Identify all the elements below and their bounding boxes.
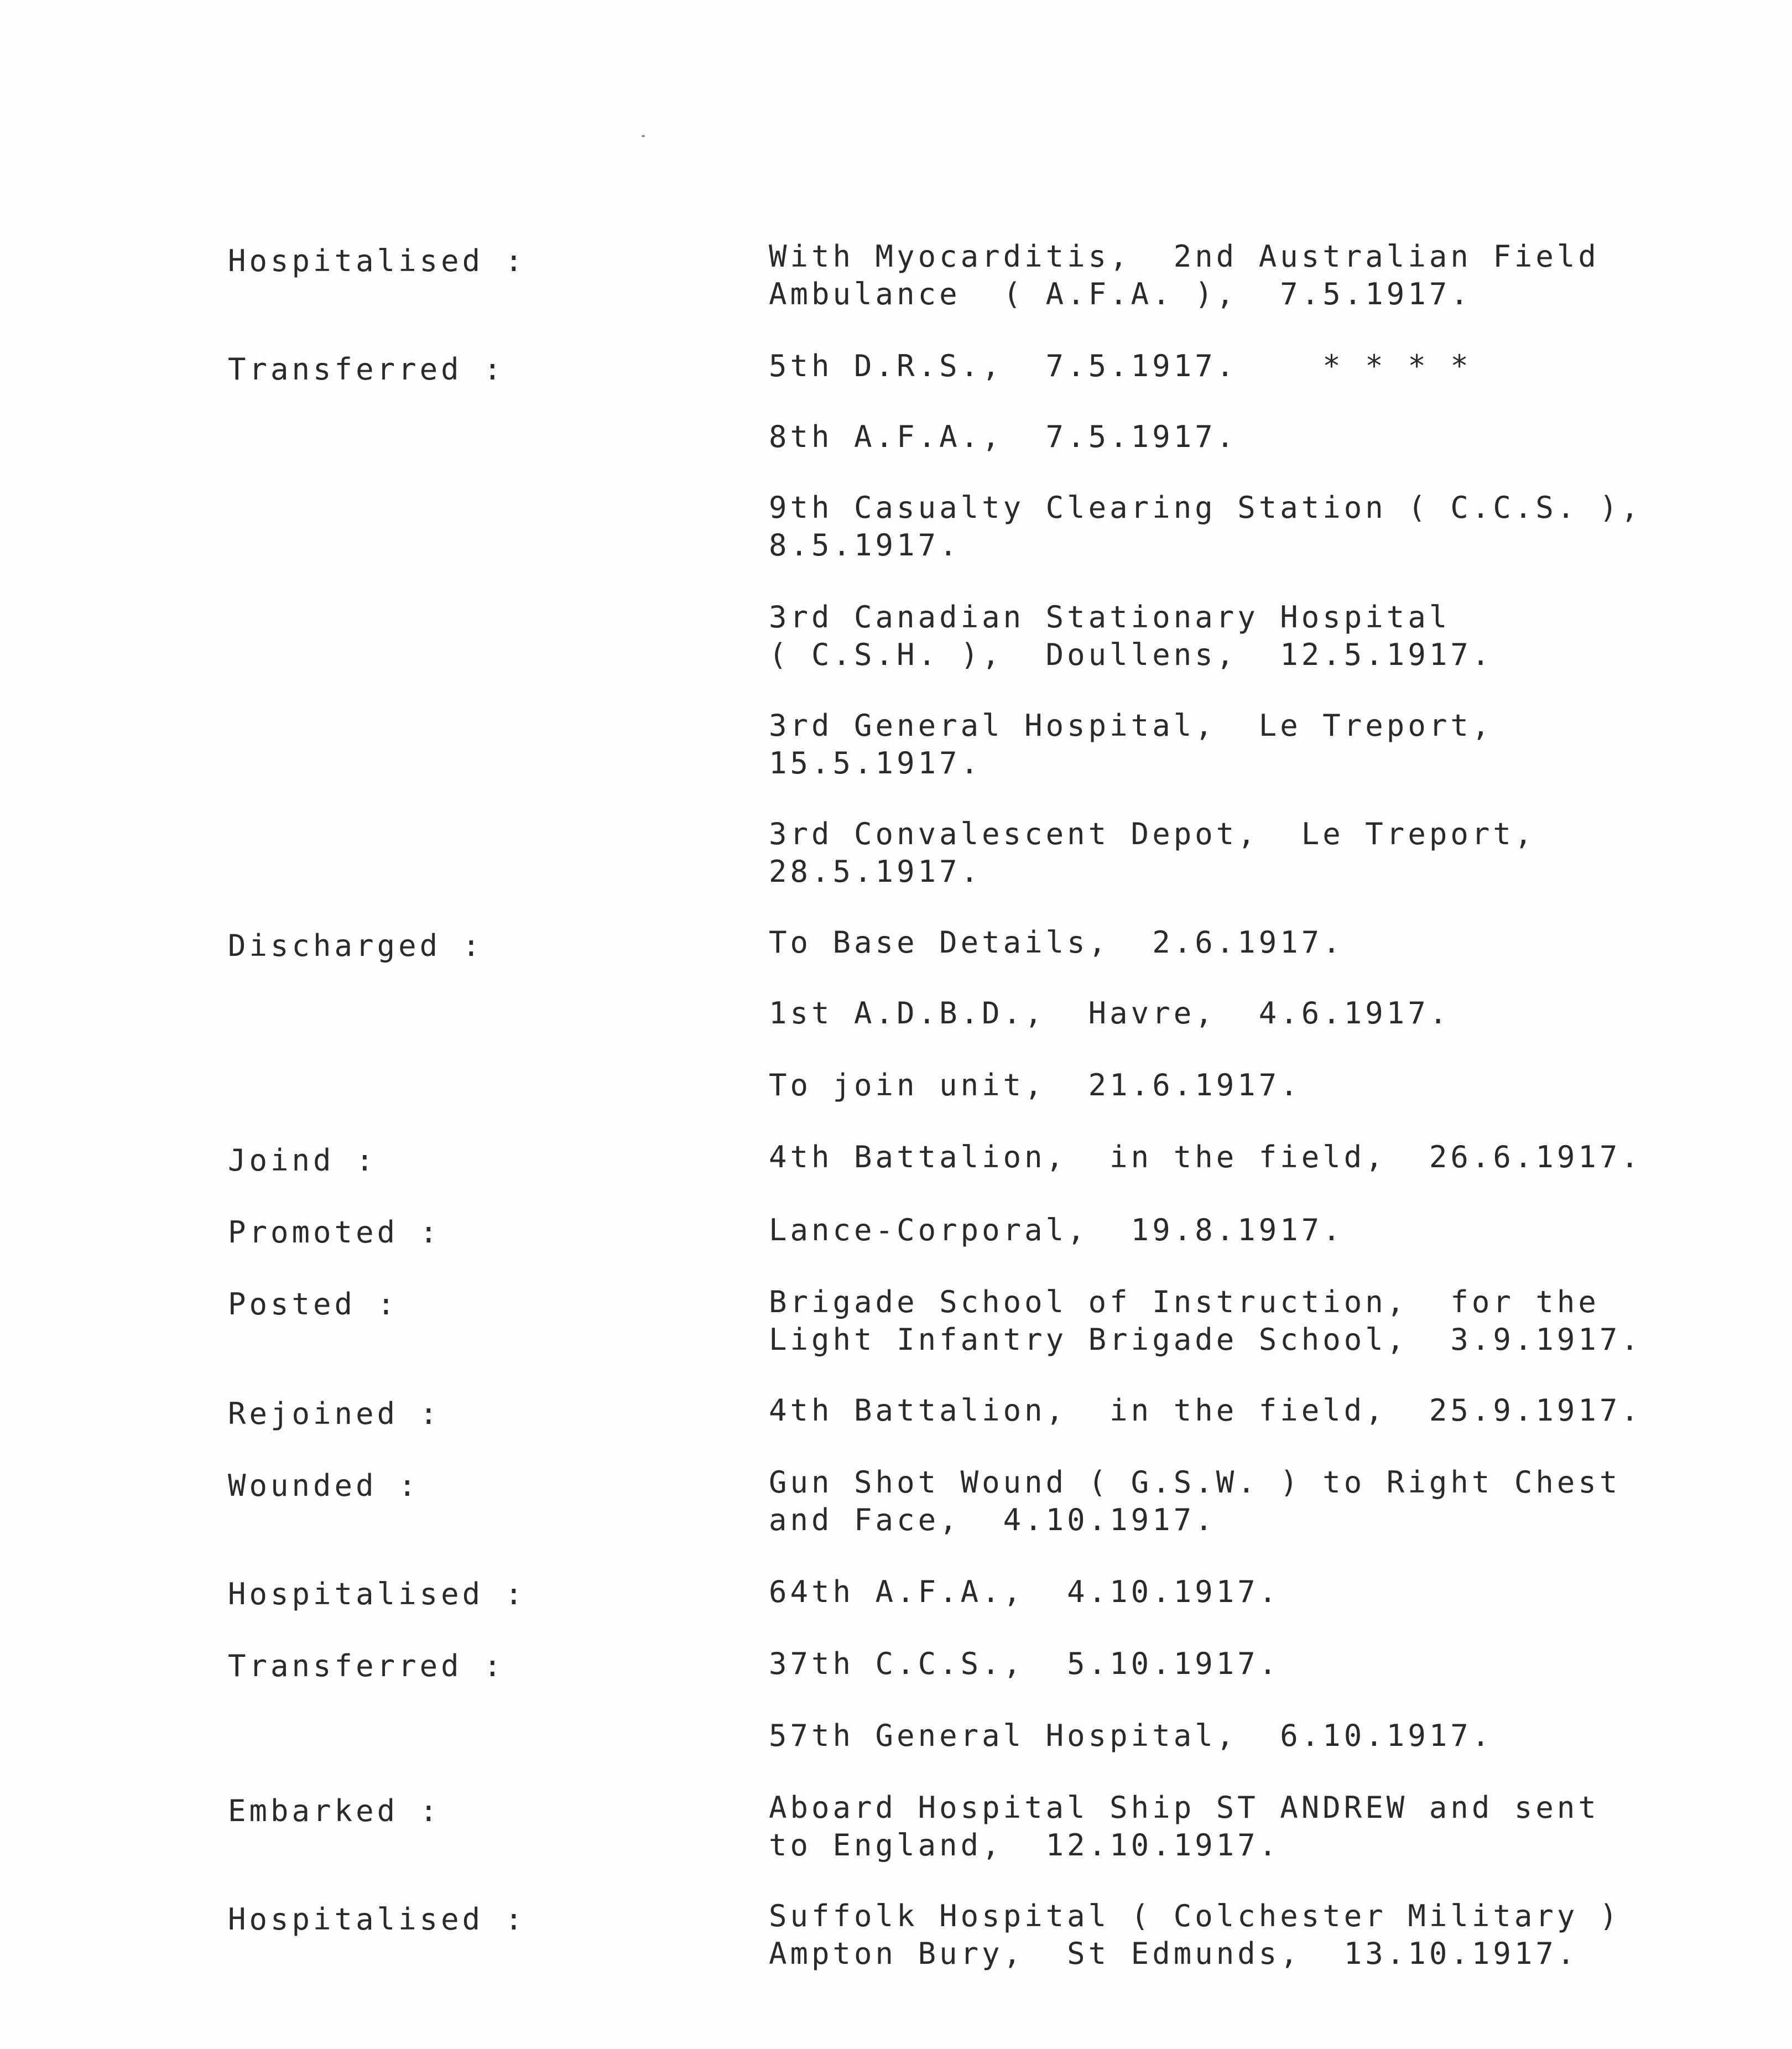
record-label: Hospitalised : <box>228 243 527 278</box>
record-detail-line-1: Gun Shot Wound ( G.S.W. ) to Right Chest <box>769 1465 1621 1500</box>
record-detail-line-1: 9th Casualty Clearing Station ( C.C.S. ), <box>769 490 1642 525</box>
record-detail-line-2: and Face, 4.10.1917. <box>769 1502 1216 1537</box>
record-label: Promoted : <box>228 1215 441 1250</box>
record-label: Hospitalised : <box>228 1902 527 1937</box>
record-detail-line-1: 3rd Convalescent Depot, Le Treport, <box>769 817 1536 851</box>
record-label: Transferred : <box>228 1648 505 1683</box>
record-detail-line-2: 28.5.1917. <box>769 854 982 889</box>
record-detail-line-2: 8.5.1917. <box>769 528 961 563</box>
record-detail-line-2: to England, 12.10.1917. <box>769 1828 1280 1863</box>
record-label: Embarked : <box>228 1793 441 1828</box>
record-detail-line-1: 57th General Hospital, 6.10.1917. <box>769 1718 1493 1753</box>
record-detail-line-1: 3rd Canadian Stationary Hospital <box>769 600 1451 635</box>
record-detail-line-1: With Myocarditis, 2nd Australian Field <box>769 239 1600 274</box>
record-detail-line-1: 5th D.R.S., 7.5.1917. * * * * <box>769 349 1472 383</box>
record-label: Joind : <box>228 1143 377 1178</box>
record-label: Wounded : <box>228 1468 420 1503</box>
record-label: Transferred : <box>228 352 505 387</box>
record-detail-line-2: Ambulance ( A.F.A. ), 7.5.1917. <box>769 277 1472 311</box>
record-label: Hospitalised : <box>228 1577 527 1611</box>
record-detail-line-1: 64th A.F.A., 4.10.1917. <box>769 1574 1280 1609</box>
record-detail-line-1: 8th A.F.A., 7.5.1917. <box>769 419 1238 454</box>
record-label: Discharged : <box>228 928 484 963</box>
ink-speck <box>642 135 645 137</box>
record-detail-line-1: 1st A.D.B.D., Havre, 4.6.1917. <box>769 996 1451 1031</box>
record-detail-line-1: Lance-Corporal, 19.8.1917. <box>769 1213 1344 1247</box>
record-detail-line-2: 15.5.1917. <box>769 746 982 781</box>
record-label: Posted : <box>228 1287 399 1322</box>
record-detail-line-2: ( C.S.H. ), Doullens, 12.5.1917. <box>769 637 1493 672</box>
record-detail-line-2: Light Infantry Brigade School, 3.9.1917. <box>769 1322 1642 1357</box>
record-detail-line-1: Suffolk Hospital ( Colchester Military ) <box>769 1899 1621 1933</box>
record-detail-line-1: To join unit, 21.6.1917. <box>769 1068 1301 1102</box>
record-detail-line-2: Ampton Bury, St Edmunds, 13.10.1917. <box>769 1936 1579 1971</box>
record-detail-line-1: Aboard Hospital Ship ST ANDREW and sent <box>769 1790 1600 1825</box>
record-detail-line-1: 37th C.C.S., 5.10.1917. <box>769 1646 1280 1681</box>
record-detail-line-1: 4th Battalion, in the field, 25.9.1917. <box>769 1393 1642 1428</box>
record-detail-line-1: 3rd General Hospital, Le Treport, <box>769 708 1493 743</box>
record-detail-line-1: Brigade School of Instruction, for the <box>769 1284 1600 1319</box>
record-detail-line-1: To Base Details, 2.6.1917. <box>769 925 1344 960</box>
record-label: Rejoined : <box>228 1396 441 1431</box>
record-detail-line-1: 4th Battalion, in the field, 26.6.1917. <box>769 1140 1642 1174</box>
